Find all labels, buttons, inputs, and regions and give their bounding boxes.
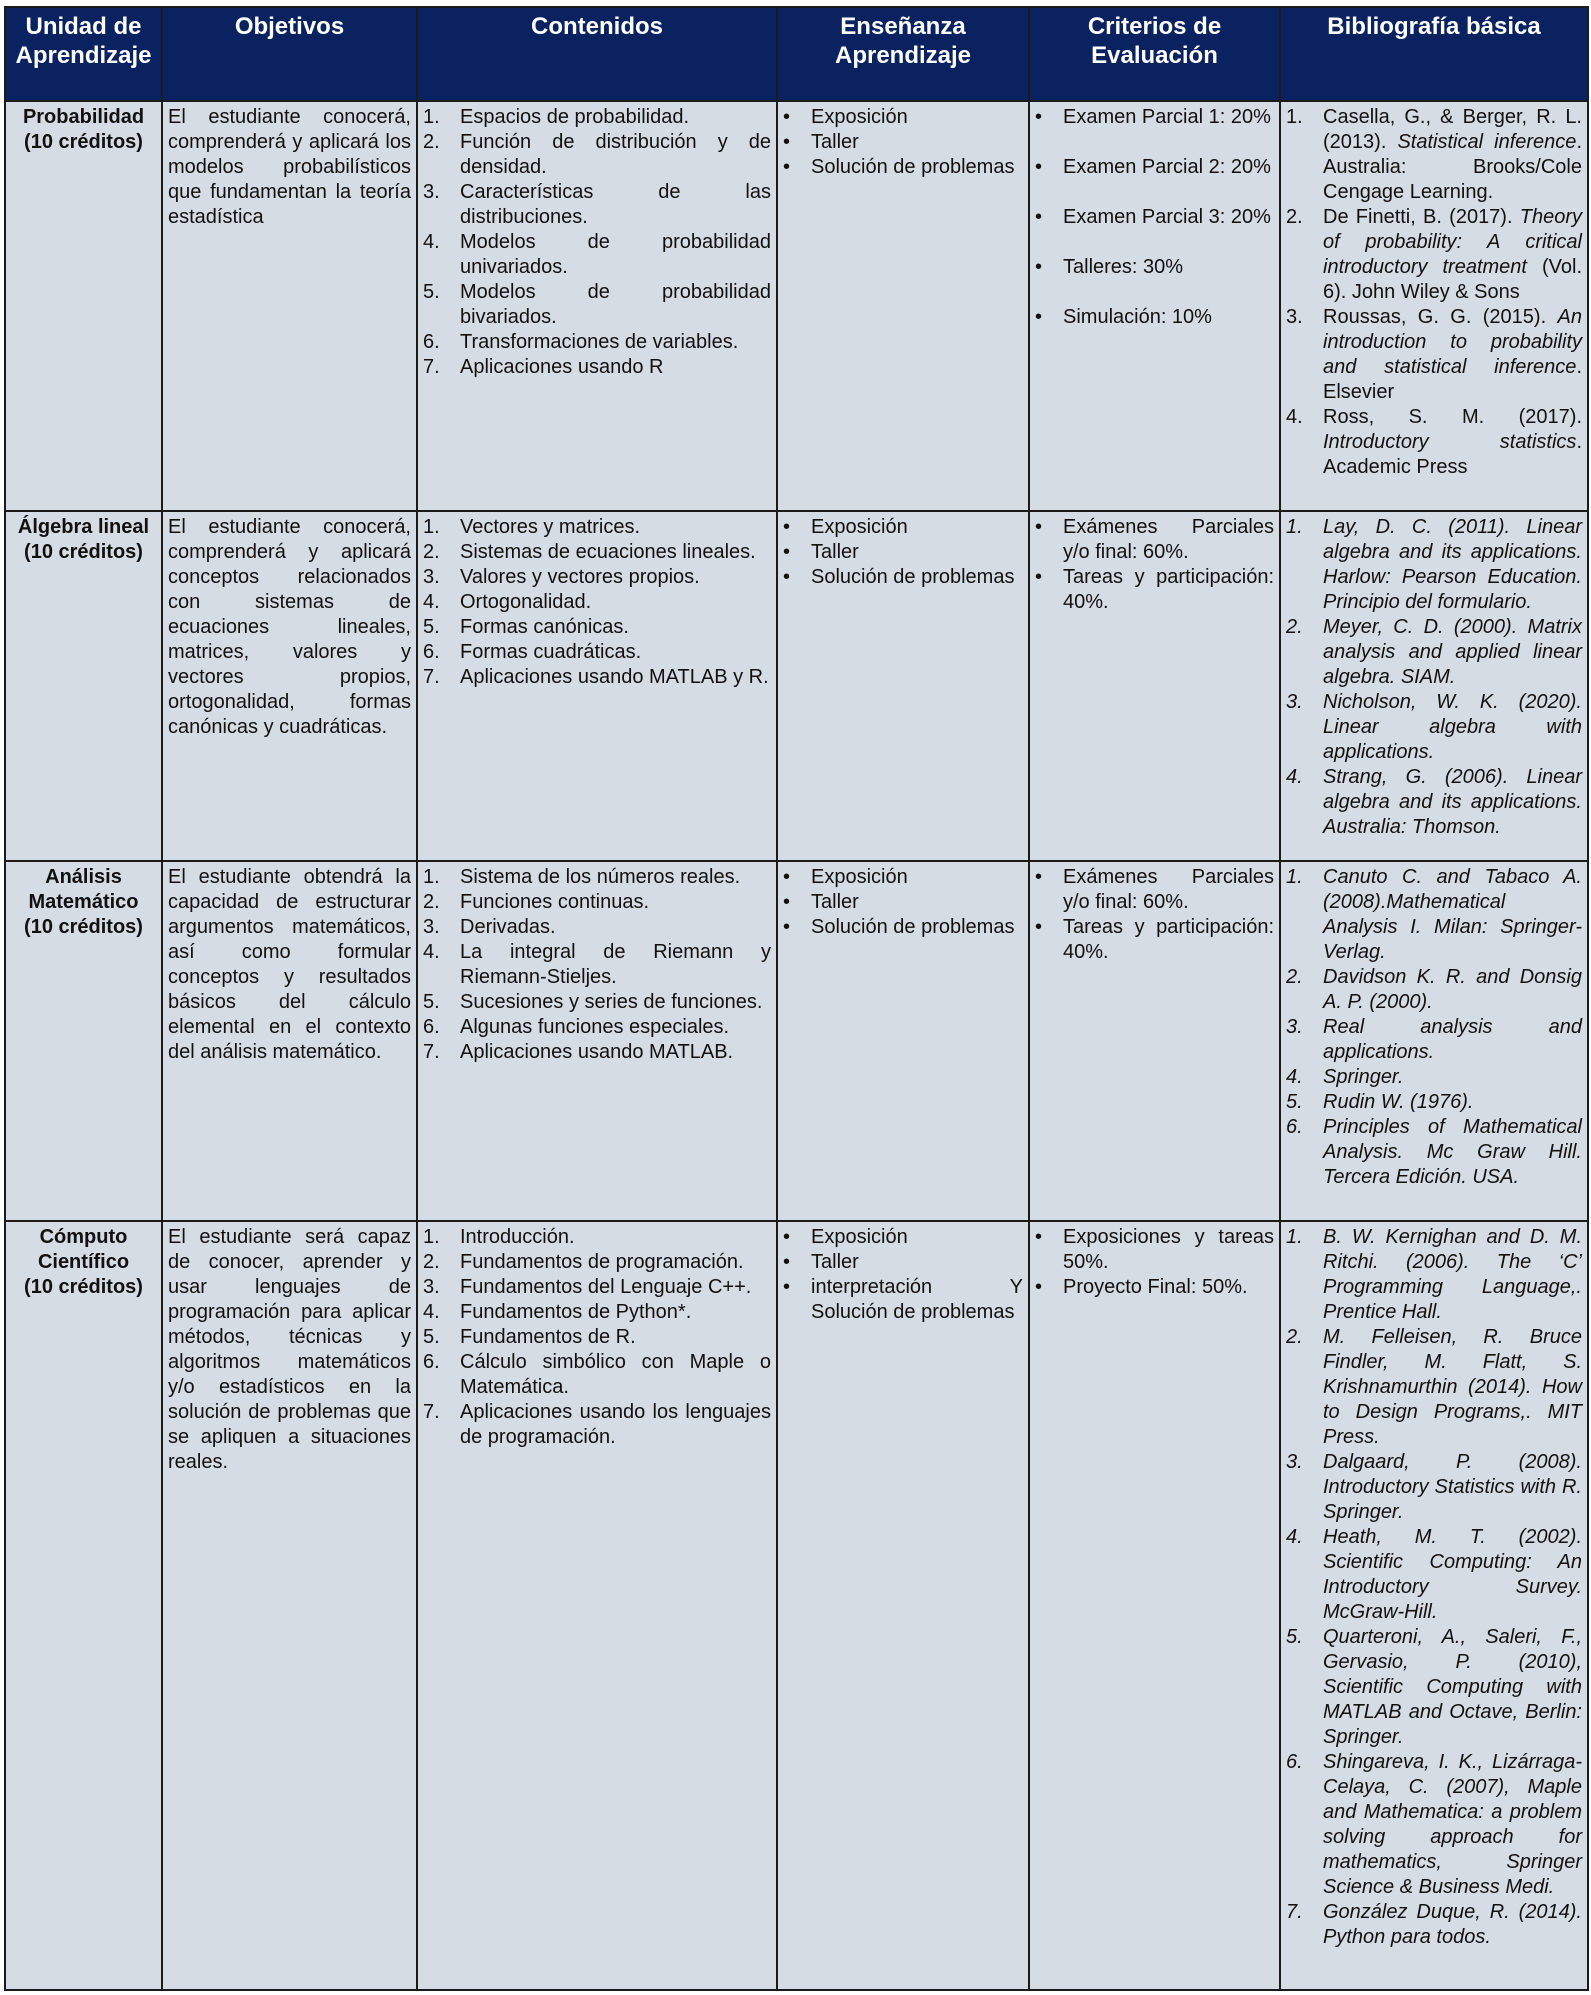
list-item [423, 130, 771, 180]
list-item [423, 990, 771, 1015]
teaching-cell [777, 1221, 1029, 1990]
header-unit: Unidad de Aprendizaje [5, 7, 162, 101]
bullet-icon: • [783, 916, 791, 938]
list-item [1286, 1015, 1582, 1065]
list-number: 7. [423, 356, 440, 378]
list-text: Dalgaard, P. (2008). Introductory Statistics with R. Springer. [1323, 1451, 1582, 1523]
list-item [783, 105, 1023, 130]
contents-list [423, 515, 771, 690]
list-item [1035, 305, 1274, 330]
header-contents: Contenidos [417, 7, 777, 101]
list-item [1035, 1225, 1274, 1275]
bib-publisher: (Vol. 6). John Wiley & Sons [1323, 256, 1583, 303]
list-number: 2. [1286, 966, 1303, 988]
list-item [423, 590, 771, 615]
list-item [423, 180, 771, 230]
list-item [1286, 615, 1582, 690]
bullet-icon: • [1035, 106, 1043, 128]
contents-list [423, 865, 771, 1065]
header-teaching: Enseñanza Aprendizaje [777, 7, 1029, 101]
list-number: 6. [423, 1351, 440, 1373]
list-text [1323, 305, 1582, 405]
list-text: Transformaciones de variables. [460, 331, 739, 353]
list-text: Simulación: 10% [1063, 306, 1212, 328]
list-number: 5. [423, 991, 440, 1013]
list-item [423, 1275, 771, 1300]
criteria-list [1035, 515, 1274, 615]
header-criteria: Criterios de Evaluación [1029, 7, 1280, 101]
list-number: 4. [423, 231, 440, 253]
list-text: Aplicaciones usando MATLAB. [460, 1041, 734, 1063]
list-item [1286, 865, 1582, 965]
bibliography-cell [1280, 101, 1588, 511]
list-number: 1. [423, 106, 440, 128]
list-item [1035, 105, 1274, 130]
list-item [1035, 205, 1274, 230]
list-item [1286, 105, 1582, 205]
list-text: Taller [811, 891, 859, 913]
bullet-icon: • [1035, 156, 1043, 178]
list-number: 4. [1286, 1066, 1303, 1088]
bibliography-cell [1280, 1221, 1588, 1990]
teaching-cell [777, 861, 1029, 1221]
list-number: 7. [423, 1041, 440, 1063]
list-number: 1. [1286, 866, 1303, 888]
list-text: Exposiciones y tareas 50%. [1063, 1226, 1274, 1273]
criteria-list [1035, 865, 1274, 965]
list-number: 5. [423, 281, 440, 303]
bibliography-list [1286, 105, 1582, 480]
objective-cell [162, 101, 417, 511]
bullet-icon: • [783, 566, 791, 588]
bullet-icon: • [783, 891, 791, 913]
list-text: Modelos de probabilidad bivariados. [460, 281, 771, 328]
list-number: 3. [1286, 306, 1303, 328]
list-text: Springer. [1323, 1066, 1404, 1088]
contents-list [423, 1225, 771, 1450]
list-item [423, 890, 771, 915]
unit-name: Probabilidad [22, 106, 145, 128]
list-item [783, 540, 1023, 565]
criteria-cell [1029, 101, 1280, 511]
bullet-icon: • [1035, 566, 1043, 588]
bullet-icon: • [1035, 1276, 1043, 1298]
objective-cell [162, 1221, 417, 1990]
list-number: 4. [1286, 766, 1303, 788]
table-row [5, 101, 1588, 511]
bib-title: An introduction to probability and statistical inference [1323, 306, 1582, 378]
list-number: 3. [423, 181, 440, 203]
bullet-icon: • [783, 106, 791, 128]
list-number: 2. [423, 541, 440, 563]
list-item [423, 565, 771, 590]
unit-credits: (10 créditos) [24, 916, 143, 938]
list-text: Solución de problemas [811, 156, 1015, 178]
list-item [423, 865, 771, 890]
list-item [423, 105, 771, 130]
list-number: 1. [1286, 106, 1303, 128]
bullet-icon: • [1035, 306, 1043, 328]
list-item [783, 865, 1023, 890]
list-item [1286, 1450, 1582, 1525]
bullet-icon: • [1035, 866, 1043, 888]
list-text: Examen Parcial 3: 20% [1063, 206, 1271, 228]
contents-cell [417, 511, 777, 861]
unit-credits: (10 créditos) [24, 541, 143, 563]
list-number: 1. [423, 1226, 440, 1248]
list-number: 2. [1286, 1326, 1303, 1348]
bibliography-list [1286, 865, 1582, 1190]
list-item [423, 940, 771, 990]
list-item [423, 1225, 771, 1250]
bib-publisher: . Elsevier [1323, 356, 1582, 403]
list-text: Funciones continuas. [460, 891, 650, 913]
bib-title: Statistical inference [1397, 131, 1577, 153]
list-text: Ortogonalidad. [460, 591, 592, 613]
list-item [423, 1250, 771, 1275]
list-text: Davidson K. R. and Donsig A. P. (2000). [1323, 966, 1582, 1013]
table-row [5, 1221, 1588, 1990]
list-item [423, 355, 771, 380]
bibliography-cell [1280, 861, 1588, 1221]
bullet-icon: • [783, 516, 791, 538]
list-item [423, 230, 771, 280]
objective-text: El estudiante obtendrá la capacidad de estructurar argumentos matemáticos, así como formular conceptos y resultados básicos del cálculo elemental en el contexto del análisis matemático. [168, 866, 411, 1063]
list-text: Taller [811, 541, 859, 563]
list-text [1323, 105, 1582, 205]
bullet-icon: • [783, 156, 791, 178]
list-item [423, 1015, 771, 1040]
list-item [1286, 765, 1582, 840]
list-number: 7. [1286, 1901, 1303, 1923]
criteria-list [1035, 105, 1274, 330]
list-text: Taller [811, 131, 859, 153]
list-text: Cálculo simbólico con Maple o Matemática. [460, 1351, 771, 1398]
list-text: Formas canónicas. [460, 616, 629, 638]
list-number: 1. [423, 866, 440, 888]
list-item [423, 1300, 771, 1325]
objective-cell [162, 861, 417, 1221]
list-item [423, 615, 771, 640]
list-item [783, 565, 1023, 590]
list-item [1035, 515, 1274, 565]
list-text: Fundamentos de R. [460, 1326, 636, 1348]
list-text: Examen Parcial 1: 20% [1063, 106, 1271, 128]
list-number: 2. [1286, 206, 1303, 228]
list-number: 6. [423, 641, 440, 663]
list-text: Fundamentos del Lenguaje C++. [460, 1276, 752, 1298]
list-number: 4. [423, 941, 440, 963]
list-item [1286, 1225, 1582, 1325]
list-item [1286, 405, 1582, 480]
list-text [1323, 405, 1582, 480]
list-item [1286, 1090, 1582, 1115]
list-item [1286, 515, 1582, 615]
list-text: interpretación Y Solución de problemas [811, 1276, 1023, 1323]
list-number: 3. [423, 1276, 440, 1298]
list-text: Características de las distribuciones. [460, 181, 771, 228]
list-text: Sucesiones y series de funciones. [460, 991, 763, 1013]
list-text: Sistemas de ecuaciones lineales. [460, 541, 756, 563]
unit-cell [5, 1221, 162, 1990]
bullet-icon: • [783, 131, 791, 153]
list-text: Examen Parcial 2: 20% [1063, 156, 1271, 178]
list-text: Tareas y participación: 40%. [1063, 566, 1274, 613]
list-text: Rudin W. (1976). [1323, 1091, 1474, 1113]
objective-text: El estudiante será capaz de conocer, aprender y usar lenguajes de programación para aplicar métodos, técnicas y algoritmos matemáticos y/o estadísticos en la solución de problemas que se apliquen a situaciones reales. [168, 1226, 411, 1473]
list-text: M. Felleisen, R. Bruce Findler, M. Flatt, S. Krishnamurthin (2014). How to Design Programs,. MIT Press. [1323, 1326, 1582, 1448]
teaching-cell [777, 511, 1029, 861]
bullet-icon: • [783, 866, 791, 888]
list-item [1286, 205, 1582, 305]
list-text: Real analysis and applications. [1323, 1016, 1582, 1063]
objective-text: El estudiante conocerá, comprenderá y aplicará conceptos relacionados con sistemas de ecuaciones lineales, matrices, valores y vectores propios, ortogonalidad, formas canónicas y cuadráticas. [168, 516, 411, 738]
list-number: 3. [423, 916, 440, 938]
list-text: Fundamentos de Python*. [460, 1301, 692, 1323]
list-text: Modelos de probabilidad univariados. [460, 231, 771, 278]
list-text: Quarteroni, A., Saleri, F., Gervasio, P. (2010), Scientific Computing with MATLAB and Octave, Berlin: Springer. [1323, 1626, 1582, 1748]
list-number: 4. [423, 1301, 440, 1323]
list-text: Fundamentos de programación. [460, 1251, 744, 1273]
list-number: 1. [1286, 1226, 1303, 1248]
list-item [1035, 1275, 1274, 1300]
list-item [423, 330, 771, 355]
list-item [1286, 1750, 1582, 1900]
list-text: La integral de Riemann y Riemann-Stieljes. [460, 941, 771, 988]
list-number: 1. [423, 516, 440, 538]
contents-cell [417, 1221, 777, 1990]
list-number: 7. [423, 1401, 440, 1423]
bib-author: Ross, S. M. (2017). [1323, 406, 1582, 428]
list-number: 2. [423, 131, 440, 153]
list-number: 2. [423, 891, 440, 913]
list-number: 5. [1286, 1091, 1303, 1113]
bullet-icon: • [783, 541, 791, 563]
list-text: Shingareva, I. K., Lizárraga-Celaya, C. (2007), Maple and Mathematica: a problem solving approach for mathematics, Springer Science & Business Medi. [1323, 1751, 1582, 1898]
list-item [423, 1040, 771, 1065]
list-item [783, 1275, 1023, 1325]
bullet-icon: • [783, 1251, 791, 1273]
list-number: 2. [423, 1251, 440, 1273]
list-item [1035, 255, 1274, 280]
bullet-icon: • [1035, 516, 1043, 538]
list-item [783, 915, 1023, 940]
unit-name: Cómputo Científico [37, 1226, 130, 1273]
header-objectives: Objetivos [162, 7, 417, 101]
unit-credits: (10 créditos) [24, 1276, 143, 1298]
header-bibliography: Bibliografía básica [1280, 7, 1588, 101]
teaching-list [783, 865, 1023, 940]
list-text: Solución de problemas [811, 566, 1015, 588]
list-item [783, 1225, 1023, 1250]
list-item [1286, 1065, 1582, 1090]
list-text: Lay, D. C. (2011). Linear algebra and its applications. Harlow: Pearson Education. Principio del formulario. [1323, 516, 1582, 613]
list-item [1286, 305, 1582, 405]
list-item [423, 540, 771, 565]
list-text: Strang, G. (2006). Linear algebra and its applications. Australia: Thomson. [1323, 766, 1582, 838]
list-text: Algunas funciones especiales. [460, 1016, 730, 1038]
teaching-list [783, 105, 1023, 180]
list-text: Exámenes Parciales y/o final: 60%. [1063, 866, 1274, 913]
list-text: Exposición [811, 106, 908, 128]
list-item [1035, 155, 1274, 180]
syllabus-table [4, 6, 1589, 1991]
list-item [783, 155, 1023, 180]
list-item [1286, 1900, 1582, 1950]
bib-author: Casella, G., & Berger, R. L. (2013). [1323, 106, 1582, 153]
bullet-icon: • [783, 1226, 791, 1248]
list-number: 1. [1286, 516, 1303, 538]
table-row [5, 511, 1588, 861]
list-item [783, 515, 1023, 540]
bib-publisher: . Australia: Brooks/Cole Cengage Learning. [1323, 131, 1582, 203]
list-text: Heath, M. T. (2002). Scientific Computing: An Introductory Survey. McGraw-Hill. [1323, 1526, 1582, 1623]
criteria-cell [1029, 511, 1280, 861]
list-number: 5. [1286, 1626, 1303, 1648]
unit-cell [5, 861, 162, 1221]
unit-cell [5, 511, 162, 861]
list-text: Espacios de probabilidad. [460, 106, 690, 128]
list-text: Exposición [811, 516, 908, 538]
list-number: 7. [423, 666, 440, 688]
list-text: Sistema de los números reales. [460, 866, 741, 888]
list-text: Función de distribución y de densidad. [460, 131, 771, 178]
list-number: 5. [423, 1326, 440, 1348]
criteria-cell [1029, 861, 1280, 1221]
list-item [1286, 1115, 1582, 1190]
table-row [5, 861, 1588, 1221]
bibliography-list [1286, 515, 1582, 840]
list-text: Taller [811, 1251, 859, 1273]
list-text: Nicholson, W. K. (2020). Linear algebra with applications. [1323, 691, 1582, 763]
bib-publisher: . Academic Press [1323, 431, 1582, 478]
list-item [423, 1400, 771, 1450]
list-number: 2. [1286, 616, 1303, 638]
list-text: Canuto C. and Tabaco A. (2008).Mathematical Analysis I. Milan: Springer-Verlag. [1323, 866, 1582, 963]
unit-cell [5, 101, 162, 511]
list-text: Exposición [811, 1226, 908, 1248]
list-item [423, 915, 771, 940]
list-text: González Duque, R. (2014). Python para todos. [1323, 1901, 1582, 1948]
bib-author: De Finetti, B. (2017). [1323, 206, 1520, 228]
bib-title: Introductory statistics [1323, 431, 1577, 453]
list-item [423, 1325, 771, 1350]
bullet-icon: • [1035, 916, 1043, 938]
list-number: 4. [1286, 1526, 1303, 1548]
teaching-list [783, 1225, 1023, 1325]
list-item [1286, 965, 1582, 1015]
list-number: 6. [423, 1016, 440, 1038]
list-text: Tareas y participación: 40%. [1063, 916, 1274, 963]
list-item [1286, 1325, 1582, 1450]
list-number: 3. [1286, 1016, 1303, 1038]
unit-name: Álgebra lineal [17, 516, 150, 538]
contents-list [423, 105, 771, 380]
list-item [1035, 915, 1274, 965]
list-item [1035, 865, 1274, 915]
list-text: Aplicaciones usando los lenguajes de programación. [460, 1401, 771, 1448]
list-text: Exposición [811, 866, 908, 888]
list-text: Derivadas. [460, 916, 556, 938]
header-row [5, 7, 1588, 101]
list-item [423, 280, 771, 330]
list-number: 5. [423, 616, 440, 638]
unit-name: Análisis Matemático [28, 866, 139, 913]
list-number: 3. [1286, 691, 1303, 713]
bullet-icon: • [783, 1276, 791, 1298]
list-text: Aplicaciones usando R [460, 356, 664, 378]
list-text: B. W. Kernighan and D. M. Ritchi. (2006). The ‘C’ Programming Language,. Prentice Hall. [1323, 1226, 1582, 1323]
bibliography-cell [1280, 511, 1588, 861]
bullet-icon: • [1035, 1226, 1043, 1248]
list-item [423, 640, 771, 665]
objective-text: El estudiante conocerá, comprenderá y aplicará los modelos probabilísticos que fundamentan la teoría estadística [168, 106, 411, 228]
list-text: Principles of Mathematical Analysis. Mc Graw Hill. Tercera Edición. USA. [1323, 1116, 1582, 1188]
contents-cell [417, 101, 777, 511]
bib-author: Roussas, G. G. (2015). [1323, 306, 1558, 328]
list-item [423, 1350, 771, 1400]
list-text: Exámenes Parciales y/o final: 60%. [1063, 516, 1274, 563]
list-text: Talleres: 30% [1063, 256, 1184, 278]
list-item [783, 890, 1023, 915]
list-item [1286, 690, 1582, 765]
list-item [783, 130, 1023, 155]
list-text: Formas cuadráticas. [460, 641, 642, 663]
list-text: Aplicaciones usando MATLAB y R. [460, 666, 769, 688]
bullet-icon: • [1035, 256, 1043, 278]
bibliography-list [1286, 1225, 1582, 1950]
list-item [423, 665, 771, 690]
list-item [1035, 565, 1274, 615]
list-number: 4. [423, 591, 440, 613]
list-text: Valores y vectores propios. [460, 566, 700, 588]
list-number: 6. [423, 331, 440, 353]
bullet-icon: • [1035, 206, 1043, 228]
list-item [1286, 1625, 1582, 1750]
list-item [423, 515, 771, 540]
objective-cell [162, 511, 417, 861]
bib-title: Theory of probability: A critical introductory treatment [1323, 206, 1582, 278]
criteria-list [1035, 1225, 1274, 1300]
list-text [1323, 205, 1582, 305]
list-number: 4. [1286, 406, 1303, 428]
list-text: Proyecto Final: 50%. [1063, 1276, 1248, 1298]
unit-credits: (10 créditos) [24, 131, 143, 153]
list-text: Vectores y matrices. [460, 516, 641, 538]
teaching-cell [777, 101, 1029, 511]
criteria-cell [1029, 1221, 1280, 1990]
list-number: 3. [423, 566, 440, 588]
list-text: Solución de problemas [811, 916, 1015, 938]
teaching-list [783, 515, 1023, 590]
list-text: Introducción. [460, 1226, 575, 1248]
list-item [783, 1250, 1023, 1275]
list-number: 6. [1286, 1751, 1303, 1773]
list-item [1286, 1525, 1582, 1625]
list-number: 3. [1286, 1451, 1303, 1473]
list-text: Meyer, C. D. (2000). Matrix analysis and applied linear algebra. SIAM. [1323, 616, 1582, 688]
list-number: 6. [1286, 1116, 1303, 1138]
contents-cell [417, 861, 777, 1221]
